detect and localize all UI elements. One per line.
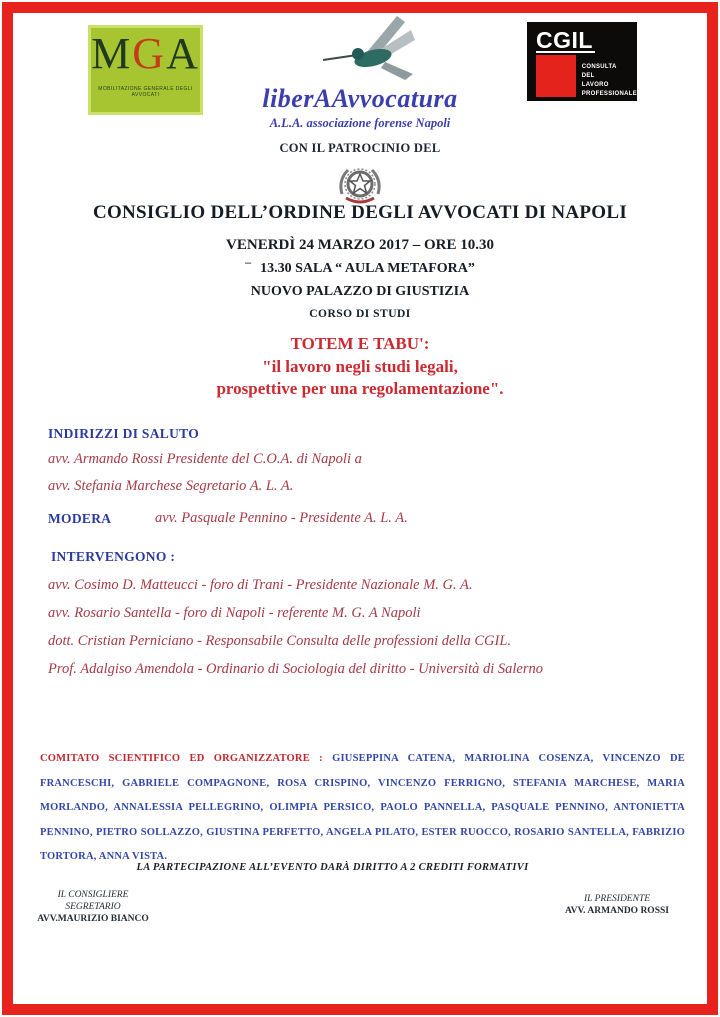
greeting-speaker: avv. Stefania Marchese Segretario A. L. A. bbox=[48, 478, 294, 494]
mga-letter-m: M bbox=[91, 29, 133, 78]
ala-brand: liberAAvvocatura bbox=[262, 84, 458, 113]
cgil-wordmark: CGIL bbox=[536, 27, 593, 53]
mga-subtext: MOBILITAZIONE GENERALE DEGLI AVVOCATI bbox=[98, 86, 193, 98]
speaker: Prof. Adalgiso Amendola - Ordinario di Sociologia del diritto - Università di Salerno bbox=[48, 661, 543, 677]
credits-note: LA PARTECIPAZIONE ALL’EVENTO DARÀ DIRITTO A 2 CREDITI FORMATIVI bbox=[136, 862, 529, 873]
mga-letter-g: G bbox=[132, 29, 167, 78]
moderator-heading: MODERA bbox=[48, 511, 112, 526]
cgil-subtext-line: PROFESSIONALE bbox=[581, 91, 637, 97]
secretary-role-line1: IL CONSIGLIERE bbox=[57, 890, 129, 900]
organization-title: CONSIGLIO DELL’ORDINE DEGLI AVVOCATI DI NAPOLI bbox=[92, 202, 628, 223]
cgil-red-square bbox=[536, 55, 576, 97]
cgil-subtext-line: DEL bbox=[581, 73, 595, 79]
course-label: CORSO DI STUDI bbox=[309, 308, 411, 320]
speakers-heading: INTERVENGONO : bbox=[51, 549, 176, 564]
secretary-role-line2: SEGRETARIO bbox=[65, 902, 121, 912]
mga-wordmark bbox=[91, 28, 200, 80]
event-venue-building: NUOVO PALAZZO DI GIUSTIZIA bbox=[250, 284, 470, 299]
greetings-heading: INDIRIZZI DI SALUTO bbox=[48, 426, 199, 441]
cgil-subtext-line: CONSULTA bbox=[581, 64, 617, 70]
speaker: dott. Cristian Perniciano - Responsabile Consulta delle professioni della CGIL. bbox=[48, 633, 512, 649]
president-role: IL PRESIDENTE bbox=[583, 894, 651, 904]
event-date: VENERDÌ 24 MARZO 2017 – ORE 10.30 bbox=[226, 237, 494, 253]
patronage-label: CON IL PATROCINIO DEL bbox=[279, 141, 441, 155]
president-name: AVV. ARMANDO ROSSI bbox=[565, 906, 669, 916]
line-break-dash: – bbox=[245, 255, 252, 269]
hummingbird-icon bbox=[305, 10, 445, 86]
signature-secretary bbox=[28, 889, 158, 925]
speaker: avv. Cosimo D. Matteucci - foro di Trani - Presidente Nazionale M. G. A. bbox=[48, 577, 473, 593]
secretary-name: AVV.MAURIZIO BIANCO bbox=[37, 914, 149, 924]
committee-paragraph bbox=[40, 747, 685, 870]
cgil-logo bbox=[527, 22, 637, 101]
committee-members: GIUSEPPINA CATENA, MARIOLINA COSENZA, VINCENZO DE FRANCESCHI, GABRIELE COMPAGNONE, ROSA CRISPINO, VINCENZO FERRIGNO, STEFANIA MARCHESE, MARIA MORLANDO, ANNALESSIA PELLEGRINO, OLIMPIA PERSICO, PAOLO PANNELLA, PASQUALE PENNINO, ANTONIETTA PENNINO, PIETRO SOLLAZZO, GIUSTINA PERFETTO, ANGELA PILATO, ESTER RUOCCO, ROSARIO SANTELLA, FABRIZIO TORTORA, ANNA VISTA. bbox=[40, 753, 685, 862]
committee-label: COMITATO SCIENTIFICO ED ORGANIZZATORE : bbox=[40, 753, 323, 764]
signature-president bbox=[542, 893, 692, 917]
cgil-subtext bbox=[582, 55, 637, 99]
event-venue-room: – 13.30 SALA “ AULA METAFORA” bbox=[245, 255, 475, 276]
cgil-subtext-line: LAVORO bbox=[581, 82, 609, 88]
greeting-speaker: avv. Armando Rossi Presidente del C.O.A. di Napoli a bbox=[48, 451, 362, 467]
moderator-name: avv. Pasquale Pennino - Presidente A. L. A. bbox=[155, 510, 408, 526]
speaker: avv. Rosario Santella - foro di Napoli - referente M. G. A Napoli bbox=[48, 605, 421, 621]
event-title-line1: TOTEM E TABU': bbox=[290, 334, 430, 353]
mga-letter-a: A bbox=[166, 29, 200, 78]
event-title-line2: "il lavoro negli studi legali, bbox=[262, 357, 458, 376]
ala-subtitle: A.L.A. associazione forense Napoli bbox=[269, 116, 451, 130]
event-title-line3: prospettive per una regolamentazione". bbox=[216, 379, 504, 398]
